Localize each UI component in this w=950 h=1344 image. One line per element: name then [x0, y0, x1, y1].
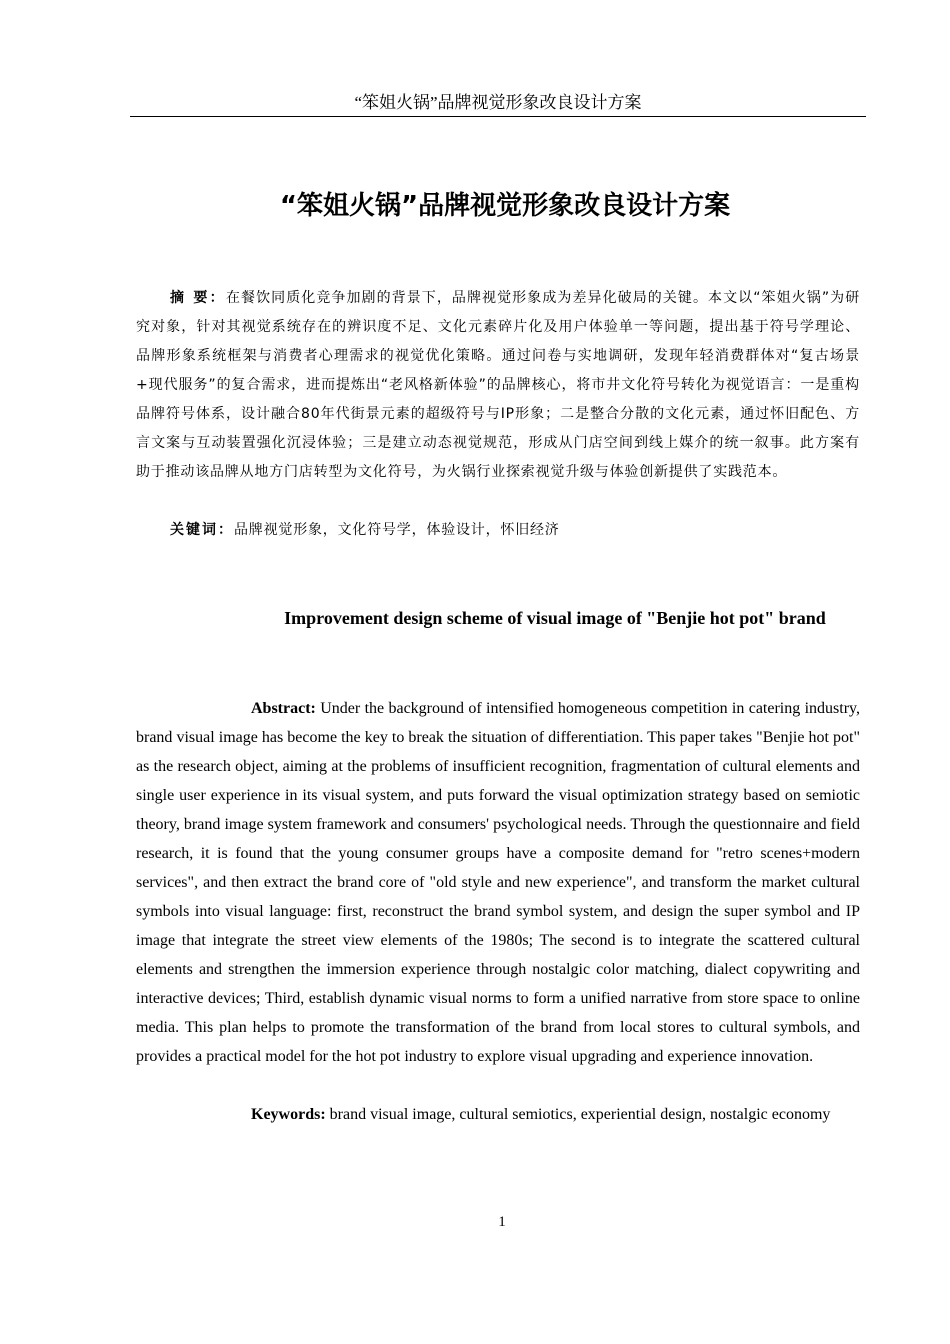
abstract-en-label: Abstract:: [251, 700, 316, 717]
running-header: “笨姐火锅”品牌视觉形象改良设计方案: [130, 92, 866, 117]
page-title-cn: “笨姐火锅”品牌视觉形象改良设计方案: [279, 191, 731, 221]
keywords-cn-text: 品牌视觉形象，文化符号学，体验设计，怀旧经济: [234, 522, 560, 538]
abstract-cn-text: 在餐饮同质化竞争加剧的背景下，品牌视觉形象成为差异化破局的关键。本文以“笨姐火锅”为研究对象，针对其视觉系统存在的辨识度不足、文化元素碎片化及用户体验单一等问题，提出基于符号学理论、品牌形象系统框架与消费者心理需求的视觉优化策略。通过问卷与实地调研，发现年轻消费群体对“复古场景+现代服务”的复合需求，进而提炼出“老风格新体验”的品牌核心，将市井文化符号转化为视觉语言：一是重构品牌符号体系，设计融合80年代街景元素的超级符号与IP形象；二是整合分散的文化元素，通过怀旧配色、方言文案与互动装置强化沉浸体验；三是建立动态视觉规范，形成从门店空间到线上媒介的统一叙事。此方案有助于推动该品牌从地方门店转型为文化符号，为火锅行业探索视觉升级与体验创新提供了实践范本。: [136, 290, 860, 480]
abstract-cn-label: 摘 要：: [170, 290, 226, 306]
page-title-en: Improvement design scheme of visual image of "Benjie hot pot" brand: [284, 608, 826, 628]
page-number: 1: [498, 1214, 506, 1230]
keywords-cn: [170, 516, 860, 545]
abstract-cn: [136, 284, 860, 487]
keywords-en-text: brand visual image, cultural semiotics, experiential design, nostalgic economy: [329, 1106, 831, 1123]
keywords-en: [251, 1100, 881, 1129]
keywords-cn-label: 关键词：: [170, 522, 234, 538]
abstract-en: [136, 694, 860, 1071]
abstract-en-text: Under the background of intensified homogeneous competition in catering industry, brand visual image has become the key to break the situation of differentiation. This paper takes "Benjie hot pot" as the research object, aiming at the problems of insufficient recognition, fragmentation of cultural elements and single user experience in its visual system, and puts forward the visual optimization strategy based on semiotic theory, brand image system framework and consumers' psychological needs. Through the questionnaire and field research, it is found that the young consumer groups have a composite demand for "retro scenes+modern services", and then extract the brand core of "old style and new experience", and transform the market cultural symbols into visual language: first, reconstruct the brand symbol system, and design the super symbol and IP image that integrate the street view elements of the 1980s; The second is to integrate the scattered cultural elements and strengthen the immersion experience through nostalgic color matching, dialect copywriting and interactive devices; Third, establish dynamic visual norms to form a unified narrative from store space to online media. This plan helps to promote the transformation of the brand from local stores to cultural symbols, and provides a practical model for the hot pot industry to explore visual upgrading and experience innovation.: [136, 700, 861, 1065]
keywords-en-label: Keywords:: [251, 1106, 326, 1123]
